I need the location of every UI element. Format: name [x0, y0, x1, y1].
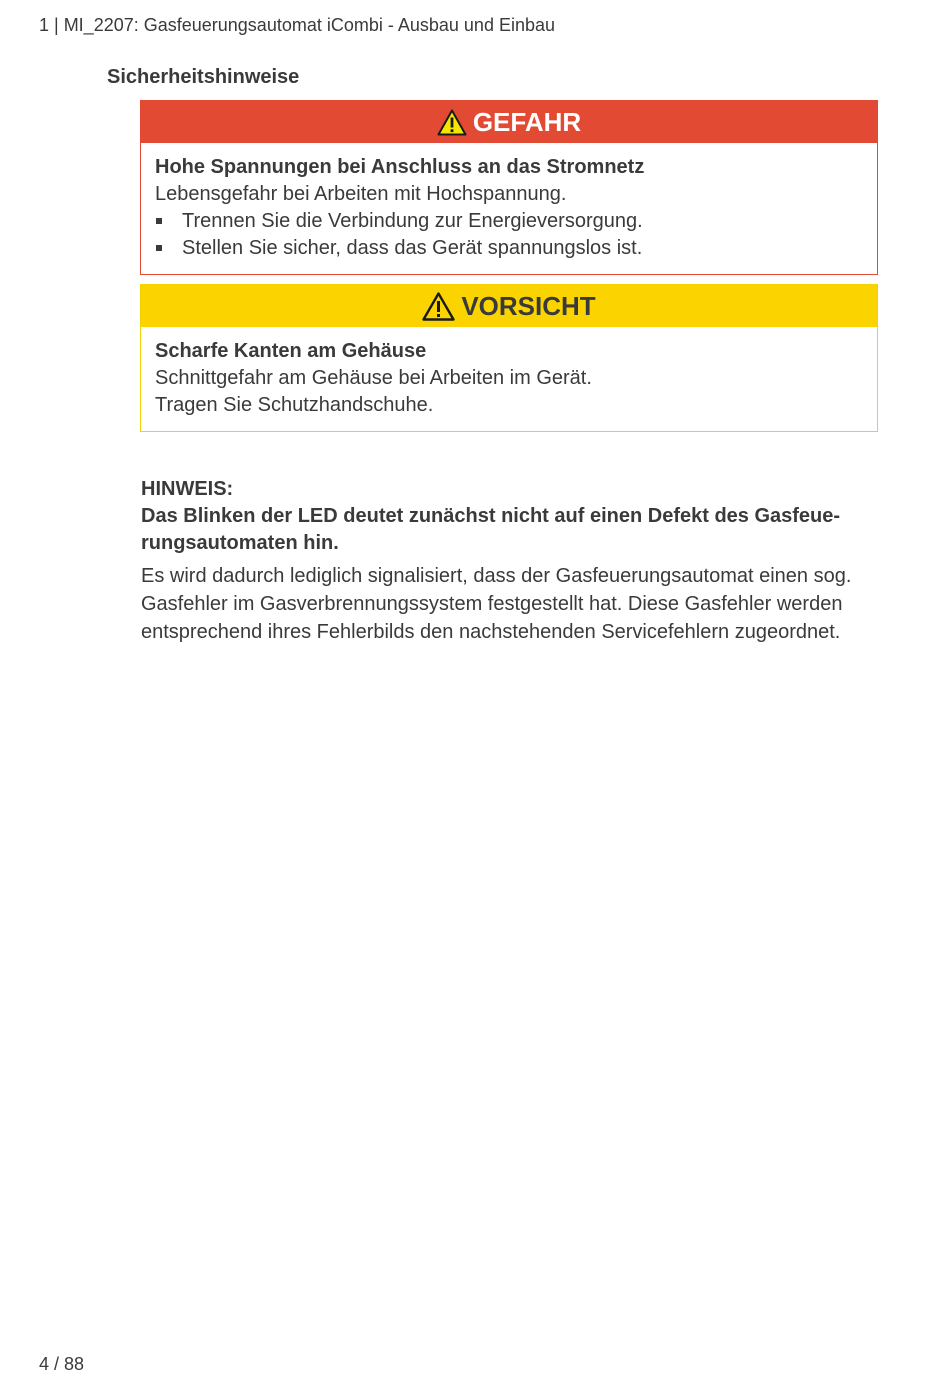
- note-label: HINWEIS:: [141, 478, 234, 500]
- bullet-square-icon: [156, 245, 162, 251]
- danger-action-list: [155, 208, 863, 262]
- running-header: 1 | MI_2207: Gasfeuerungsautomat iCombi - Ausbau und Einbau: [39, 15, 555, 35]
- caution-signal-word: VORSICHT: [461, 290, 596, 321]
- danger-warning-box: [140, 100, 878, 275]
- caution-line: Tragen Sie Schutzhandschuhe.: [155, 394, 434, 416]
- bullet-square-icon: [156, 218, 162, 224]
- caution-warning-box: [140, 284, 878, 432]
- note-body: Es wird dadurch lediglich signalisiert, dass der Gasfeuerungsautomat einen sog. Gasfehler im Gasverbrennungssystem festgestellt hat. Diese Gasfehler werden entsprechend ihres Fehlerbilds den nachstehenden Servicefehlern zugeordnet.: [141, 565, 852, 643]
- danger-action-item: [155, 235, 863, 262]
- caution-header: [141, 285, 877, 327]
- section-title: Sicherheitshinweise: [107, 66, 300, 88]
- page-number: 4 / 88: [39, 1354, 85, 1374]
- caution-subject: Scharfe Kanten am Gehäuse: [155, 340, 427, 362]
- danger-signal-word: GEFAHR: [472, 106, 582, 137]
- note-lead: Das Blinken der LED deutet zunächst nicht auf einen Defekt des Gasfeuerungsautomaten hin.: [141, 505, 841, 554]
- caution-line: Schnittgefahr am Gehäuse bei Arbeiten im Gerät.: [155, 367, 592, 389]
- danger-action-text: Stellen Sie sicher, dass das Gerät spannungslos ist.: [182, 237, 643, 259]
- warning-triangle-icon: [437, 109, 467, 136]
- warning-triangle-icon: [422, 292, 455, 321]
- note-block: [141, 476, 871, 646]
- danger-header: [141, 101, 877, 143]
- danger-action-text: Trennen Sie die Verbindung zur Energieversorgung.: [182, 210, 643, 232]
- danger-subject: Hohe Spannungen bei Anschluss an das Stromnetz: [155, 156, 645, 178]
- danger-body: [141, 143, 877, 262]
- caution-body: [141, 327, 877, 419]
- danger-action-item: [155, 208, 863, 235]
- danger-consequence: Lebensgefahr bei Arbeiten mit Hochspannung.: [155, 183, 567, 205]
